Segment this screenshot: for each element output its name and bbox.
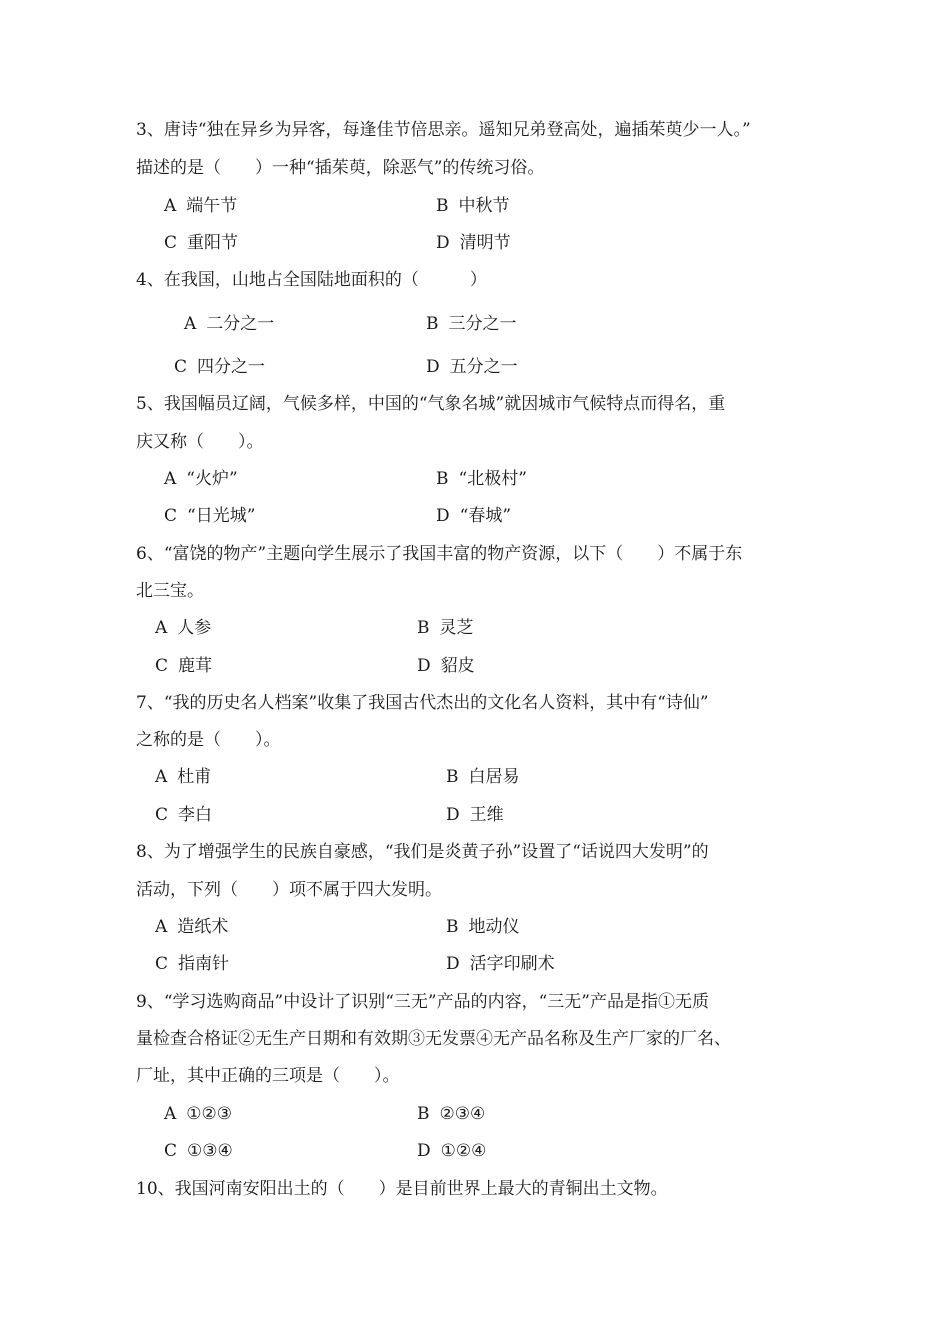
question-3-option-d[interactable]: D 清明节 <box>436 233 511 253</box>
question-3-option-a[interactable]: A 端午节 <box>164 196 238 216</box>
question-6-option-a[interactable]: A 人参 <box>155 618 212 638</box>
question-9-line-3: 厂址，其中正确的三项是（ ）。 <box>136 1066 400 1086</box>
question-9-line-2: 量检查合格证②无生产日期和有效期③无发票④无产品名称及生产厂家的厂名、 <box>136 1029 731 1049</box>
question-10-line-1: 10、我国河南安阳出土的（ ）是目前世界上最大的青铜出土文物。 <box>136 1179 668 1199</box>
question-8-option-b[interactable]: B 地动仪 <box>446 917 520 937</box>
question-3-line-2: 描述的是（ ）一种“插茱萸，除恶气”的传统习俗。 <box>136 158 545 178</box>
question-9-option-a[interactable]: A ①②③ <box>164 1104 233 1124</box>
question-4-option-d[interactable]: D 五分之一 <box>426 357 518 377</box>
question-3-option-b[interactable]: B 中秋节 <box>436 196 510 216</box>
question-7-option-c[interactable]: C 李白 <box>155 805 213 825</box>
question-9-option-c[interactable]: C ①③④ <box>164 1141 233 1161</box>
question-7-line-2: 之称的是（ ）。 <box>136 730 281 750</box>
question-4-option-a[interactable]: A 二分之一 <box>184 314 275 334</box>
question-6-line-2: 北三宝。 <box>136 581 204 601</box>
question-8-line-2: 活动，下列（ ）项不属于四大发明。 <box>136 880 442 900</box>
question-6-option-d[interactable]: D 貂皮 <box>417 656 475 676</box>
question-4-option-b[interactable]: B 三分之一 <box>426 314 517 334</box>
question-5-option-a[interactable]: A “火炉” <box>164 469 238 489</box>
question-3-option-c[interactable]: C 重阳节 <box>164 233 239 253</box>
question-9-option-d[interactable]: D ①②④ <box>417 1141 487 1161</box>
question-8-line-1: 8、为了增强学生的民族自豪感，“我们是炎黄子孙”设置了“话说四大发明”的 <box>136 842 709 862</box>
question-7-line-1: 7、“我的历史名人档案”收集了我国古代杰出的文化名人资料，其中有“诗仙” <box>136 693 709 713</box>
question-9-line-1: 9、“学习选购商品”中设计了识别“三无”产品的内容，“三无”产品是指①无质 <box>136 992 709 1012</box>
question-5-option-c[interactable]: C “日光城” <box>164 506 256 526</box>
question-6-option-b[interactable]: B 灵芝 <box>417 618 474 638</box>
question-4-option-c[interactable]: C 四分之一 <box>174 357 266 377</box>
question-5-line-1: 5、我国幅员辽阔，气候多样，中国的“气象名城”就因城市气候特点而得名，重 <box>136 394 726 414</box>
question-4-line-1: 4、在我国，山地占全国陆地面积的（ ） <box>136 270 487 290</box>
question-8-option-a[interactable]: A 造纸术 <box>155 917 229 937</box>
question-6-option-c[interactable]: C 鹿茸 <box>155 656 213 676</box>
question-5-line-2: 庆又称（ ）。 <box>136 432 264 452</box>
question-6-line-1: 6、“富饶的物产”主题向学生展示了我国丰富的物产资源，以下（ ）不属于东 <box>136 544 743 564</box>
question-9-option-b[interactable]: B ②③④ <box>417 1104 486 1124</box>
question-7-option-d[interactable]: D 王维 <box>446 805 504 825</box>
question-8-option-d[interactable]: D 活字印刷术 <box>446 954 555 974</box>
question-3-line-1: 3、唐诗“独在异乡为异客，每逢佳节倍思亲。遥知兄弟登高处，遍插茱萸少一人。” <box>136 120 751 140</box>
question-5-option-b[interactable]: B “北极村” <box>436 469 527 489</box>
question-5-option-d[interactable]: D “春城” <box>436 506 512 526</box>
question-7-option-a[interactable]: A 杜甫 <box>155 767 212 787</box>
question-7-option-b[interactable]: B 白居易 <box>446 767 520 787</box>
question-8-option-c[interactable]: C 指南针 <box>155 954 230 974</box>
